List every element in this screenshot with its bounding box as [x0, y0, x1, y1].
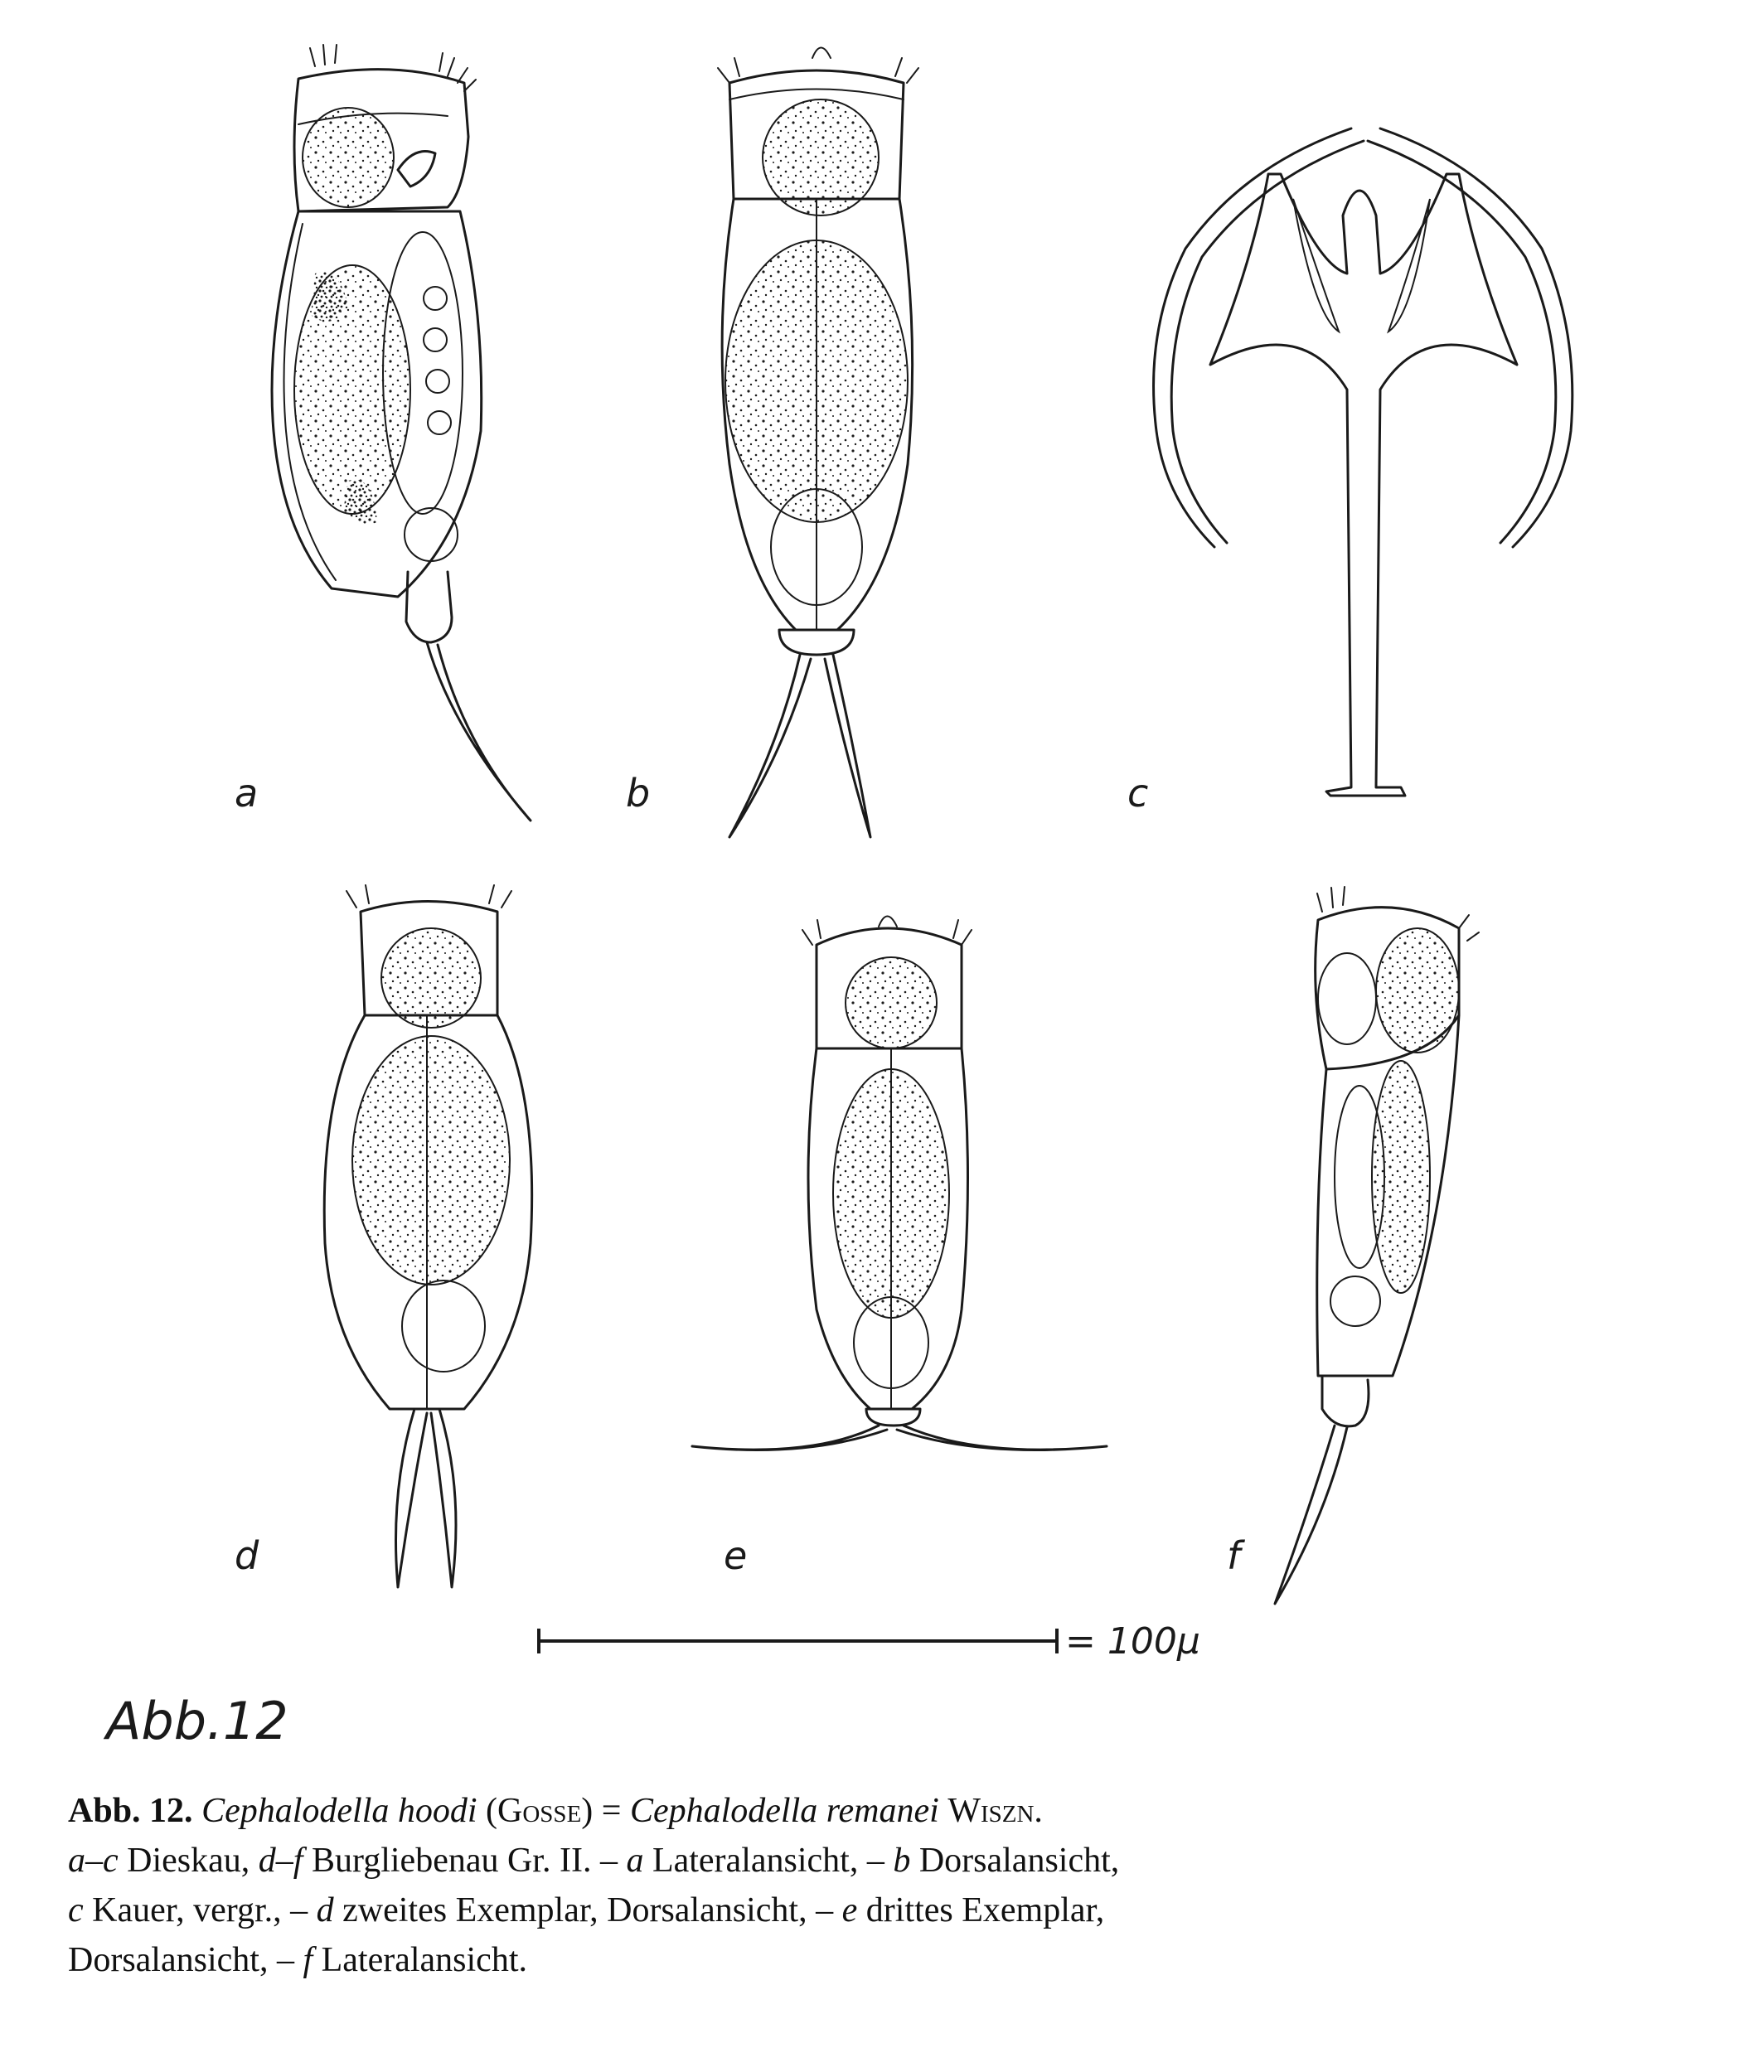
scale-bar — [539, 1629, 1057, 1653]
panel-label-c: c — [1127, 771, 1149, 816]
caption-author-1: (Gosse) — [486, 1792, 594, 1830]
caption-panel-f-desc: Lateralansicht. — [321, 1941, 527, 1979]
specimen-b-drawing — [718, 48, 918, 838]
caption-line-3 — [68, 1886, 1718, 1935]
specimen-c-trophi-drawing — [1154, 128, 1573, 796]
caption-panel-e-desc-cont: Dorsalansicht, – — [68, 1941, 294, 1979]
specimen-e-drawing — [692, 917, 1107, 1450]
caption-panel-c: c — [68, 1891, 84, 1929]
panel-label-e: e — [724, 1533, 748, 1578]
caption-panel-c-desc: Kauer, vergr., – — [92, 1891, 308, 1929]
panel-label-a: a — [235, 771, 259, 816]
specimen-a-drawing — [272, 45, 531, 821]
panel-label-f: f — [1227, 1533, 1241, 1578]
caption-panel-e: e — [841, 1891, 858, 1929]
caption-line-4 — [68, 1935, 1718, 1985]
caption-panel-b: b — [893, 1842, 911, 1880]
figure-caption — [68, 1786, 1718, 1985]
specimen-f-drawing — [1275, 887, 1479, 1604]
figure-handwritten-label: Abb.12 — [106, 1691, 288, 1751]
scale-bar-label: = 100μ — [1065, 1620, 1200, 1663]
caption-title: Abb. 12. — [68, 1792, 193, 1830]
caption-locality-1: Dieskau, — [127, 1842, 250, 1880]
caption-panel-e-desc: drittes Exemplar, — [865, 1891, 1105, 1929]
caption-range-d-f: d–f — [258, 1842, 303, 1880]
caption-panel-d-desc: zweites Exemplar, Dorsalansicht, – — [342, 1891, 834, 1929]
caption-panel-d: d — [316, 1891, 334, 1929]
caption-locality-2: Burgliebenau Gr. II. – — [311, 1842, 618, 1880]
panel-label-b: b — [626, 771, 651, 816]
panel-label-d: d — [235, 1533, 259, 1578]
caption-line-2 — [68, 1836, 1718, 1886]
caption-panel-f: f — [303, 1941, 313, 1979]
caption-line-1 — [68, 1786, 1718, 1836]
caption-range-a-c: a–c — [68, 1842, 119, 1880]
caption-species-2: Cephalodella remanei — [629, 1792, 939, 1830]
caption-panel-b-desc: Dorsalansicht, — [918, 1842, 1120, 1880]
specimen-d-drawing — [324, 885, 531, 1587]
caption-author-2: Wiszn. — [947, 1792, 1043, 1830]
caption-species-1: Cephalodella hoodi — [201, 1792, 477, 1830]
caption-panel-a-desc: Lateralansicht, – — [652, 1842, 884, 1880]
caption-panel-a: a — [626, 1842, 644, 1880]
caption-equals: = — [601, 1792, 622, 1830]
